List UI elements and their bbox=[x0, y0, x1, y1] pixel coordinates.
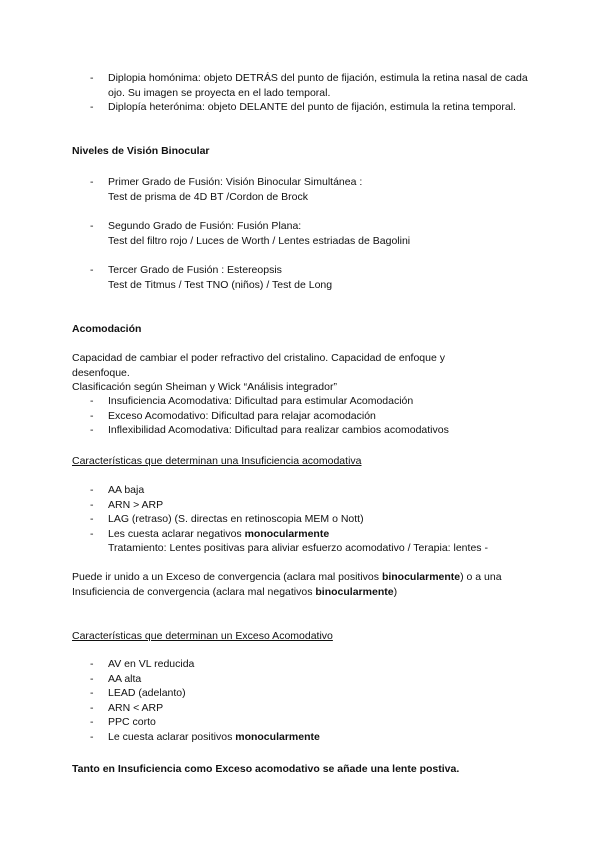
exceso-heading: Características que determinan un Exceso Acomodativo bbox=[72, 630, 333, 642]
list-item: - Tercer Grado de Fusión : Estereopsis bbox=[72, 263, 532, 278]
grado-2 bbox=[72, 219, 532, 248]
list-item: - Segundo Grado de Fusión: Fusión Plana: bbox=[72, 219, 532, 234]
conclusion: Tanto en Insuficiencia como Exceso acomodativo se añade una lente postiva. bbox=[72, 763, 460, 775]
list-item: - AV en VL reducida bbox=[72, 657, 532, 672]
acomodacion-clasificacion: Clasificación según Sheiman y Wick “Análisis integrador” bbox=[72, 381, 337, 393]
grado-tests: Test de prisma de 4D BT /Cordon de Brock bbox=[108, 190, 308, 203]
text: ) bbox=[393, 585, 398, 598]
list-item: - LAG (retraso) (S. directas en retinoscopia MEM o Nott) bbox=[72, 512, 532, 527]
grado-1 bbox=[72, 175, 532, 204]
insuficiencia-heading: Características que determinan una Insuficiencia acomodativa bbox=[72, 455, 362, 467]
item-bold: monocularmente bbox=[235, 730, 320, 743]
acomodacion-heading: Acomodación bbox=[72, 323, 142, 335]
list-item: - AA baja bbox=[72, 483, 532, 498]
item-text: Les cuesta aclarar negativos bbox=[108, 527, 245, 540]
list-item: - Diplopia homónima: objeto DETRÁS del punto de fijación, estimula la retina nasal de cada ojo. Su imagen se proyecta en el lado temporal. bbox=[72, 71, 532, 100]
grado-tests: Test del filtro rojo / Luces de Worth / Lentes estriadas de Bagolini bbox=[108, 234, 411, 247]
niveles-heading: Niveles de Visión Binocular bbox=[72, 145, 210, 157]
item-bold: monocularmente bbox=[244, 527, 330, 540]
list-item: - Primer Grado de Fusión: Visión Binocular Simultánea : bbox=[72, 175, 532, 190]
exceso-section bbox=[72, 657, 532, 744]
list-item: - AA alta bbox=[72, 672, 532, 687]
list-item: - Insuficiencia Acomodativa: Dificultad para estimular Acomodación bbox=[72, 394, 532, 409]
bold-text: binocularmente bbox=[315, 585, 394, 598]
tratamiento: Tratamiento: Lentes positivas para aliviar esfuerzo acomodativo / Terapia: lentes - bbox=[108, 542, 488, 554]
text: ) o a una Insuficiencia de convergencia (aclara mal negativos bbox=[72, 571, 502, 598]
list-item bbox=[72, 527, 532, 542]
insuficiencia-section bbox=[72, 483, 532, 556]
diplopia-list bbox=[72, 71, 532, 115]
list-item: - ARN > ARP bbox=[72, 498, 532, 513]
list-item: - Exceso Acomodativo: Dificultad para relajar acomodación bbox=[72, 409, 532, 424]
diplopia-section bbox=[72, 71, 532, 115]
grado-tests: Test de Titmus / Test TNO (niños) / Test de Long bbox=[108, 278, 333, 291]
acomodacion-tipos bbox=[72, 394, 532, 438]
list-item: - LEAD (adelanto) bbox=[72, 686, 532, 701]
acomodacion-intro: Capacidad de cambiar el poder refractivo del cristalino. Capacidad de enfoque y desenfoque. bbox=[72, 352, 445, 379]
text: Puede ir unido a un Exceso de convergencia (aclara mal positivos bbox=[72, 571, 382, 583]
list-item: - PPC corto bbox=[72, 715, 532, 730]
list-item: - Diplopía heterónima: objeto DELANTE del punto de fijación, estimula la retina temporal. bbox=[72, 100, 532, 115]
bold-text: binocularmente bbox=[381, 571, 461, 583]
list-item: - Inflexibilidad Acomodativa: Dificultad para realizar cambios acomodativos bbox=[72, 423, 532, 438]
item-text: Le cuesta aclarar positivos bbox=[108, 730, 236, 743]
union-paragraph bbox=[72, 570, 534, 599]
list-item bbox=[72, 730, 532, 745]
list-item: - ARN < ARP bbox=[72, 701, 532, 716]
grado-3 bbox=[72, 263, 532, 292]
